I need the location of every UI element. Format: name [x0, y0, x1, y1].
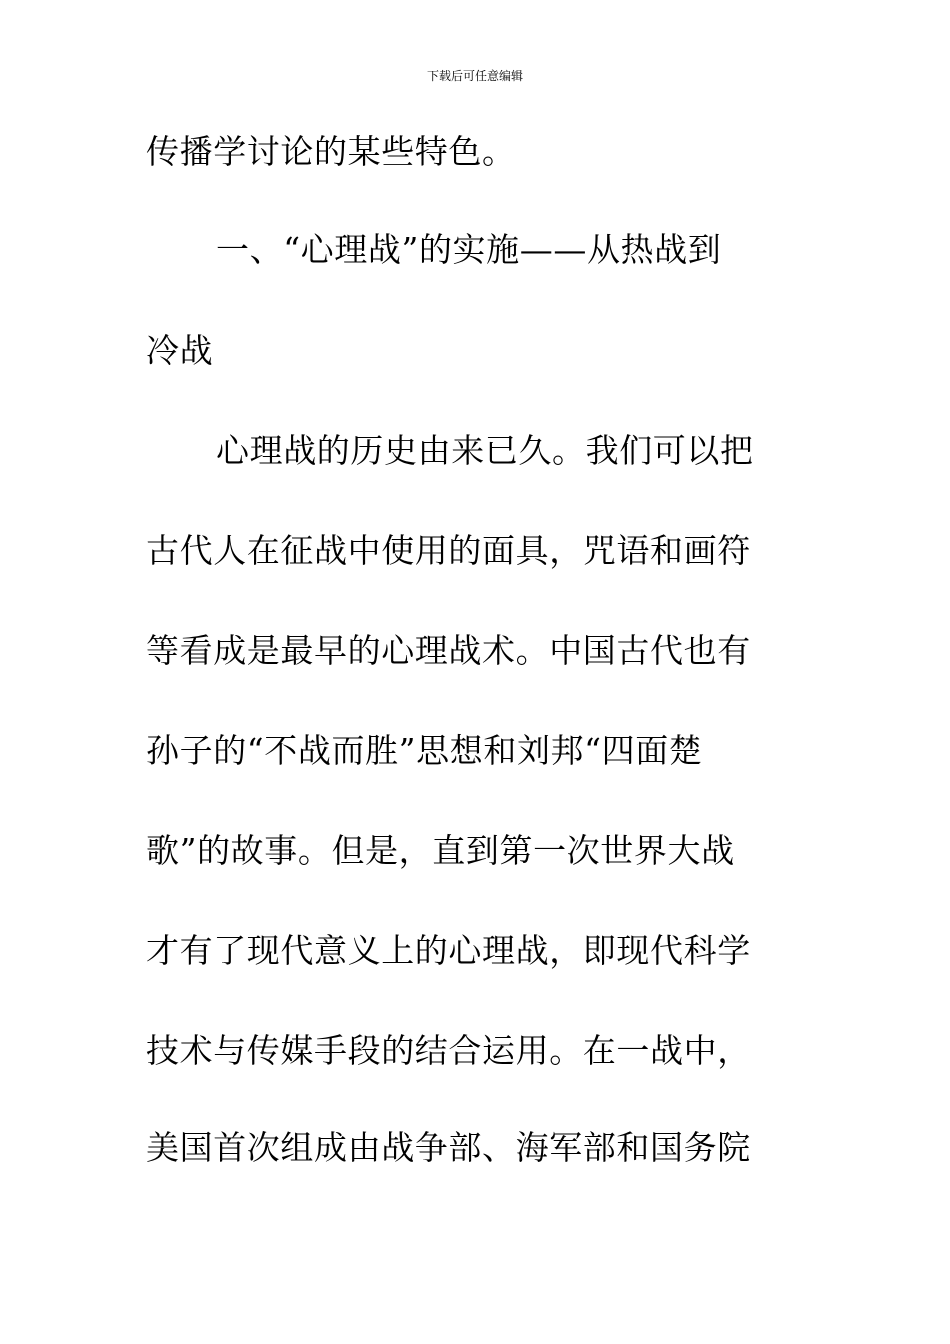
paragraph-line-7: 技术与传媒手段的结合运用。在一战中， — [146, 1031, 751, 1070]
paragraph-line-1: 心理战的历史由来已久。我们可以把 — [216, 431, 754, 470]
section-heading: 一、“心理战”的实施——从热战到 — [216, 230, 722, 269]
paragraph-line-4: 孙子的“不战而胜”思想和刘邦“四面楚 — [146, 731, 703, 770]
paragraph-line-2: 古代人在征战中使用的面具，咒语和画符 — [146, 531, 751, 570]
paragraph-line-8: 美国首次组成由战争部、海军部和国务院 — [146, 1128, 751, 1167]
page-header: 下载后可任意编辑 — [426, 69, 523, 83]
section-heading-continued: 冷战 — [146, 331, 214, 370]
paragraph-line-3: 等看成是最早的心理战术。中国古代也有 — [146, 631, 751, 670]
paragraph-line-6: 才有了现代意义上的心理战，即现代科学 — [146, 931, 751, 970]
paragraph-line-5: 歌”的故事。但是，直到第一次世界大战 — [146, 831, 735, 870]
text-line-1: 传播学讨论的某些特色。 — [146, 132, 516, 171]
